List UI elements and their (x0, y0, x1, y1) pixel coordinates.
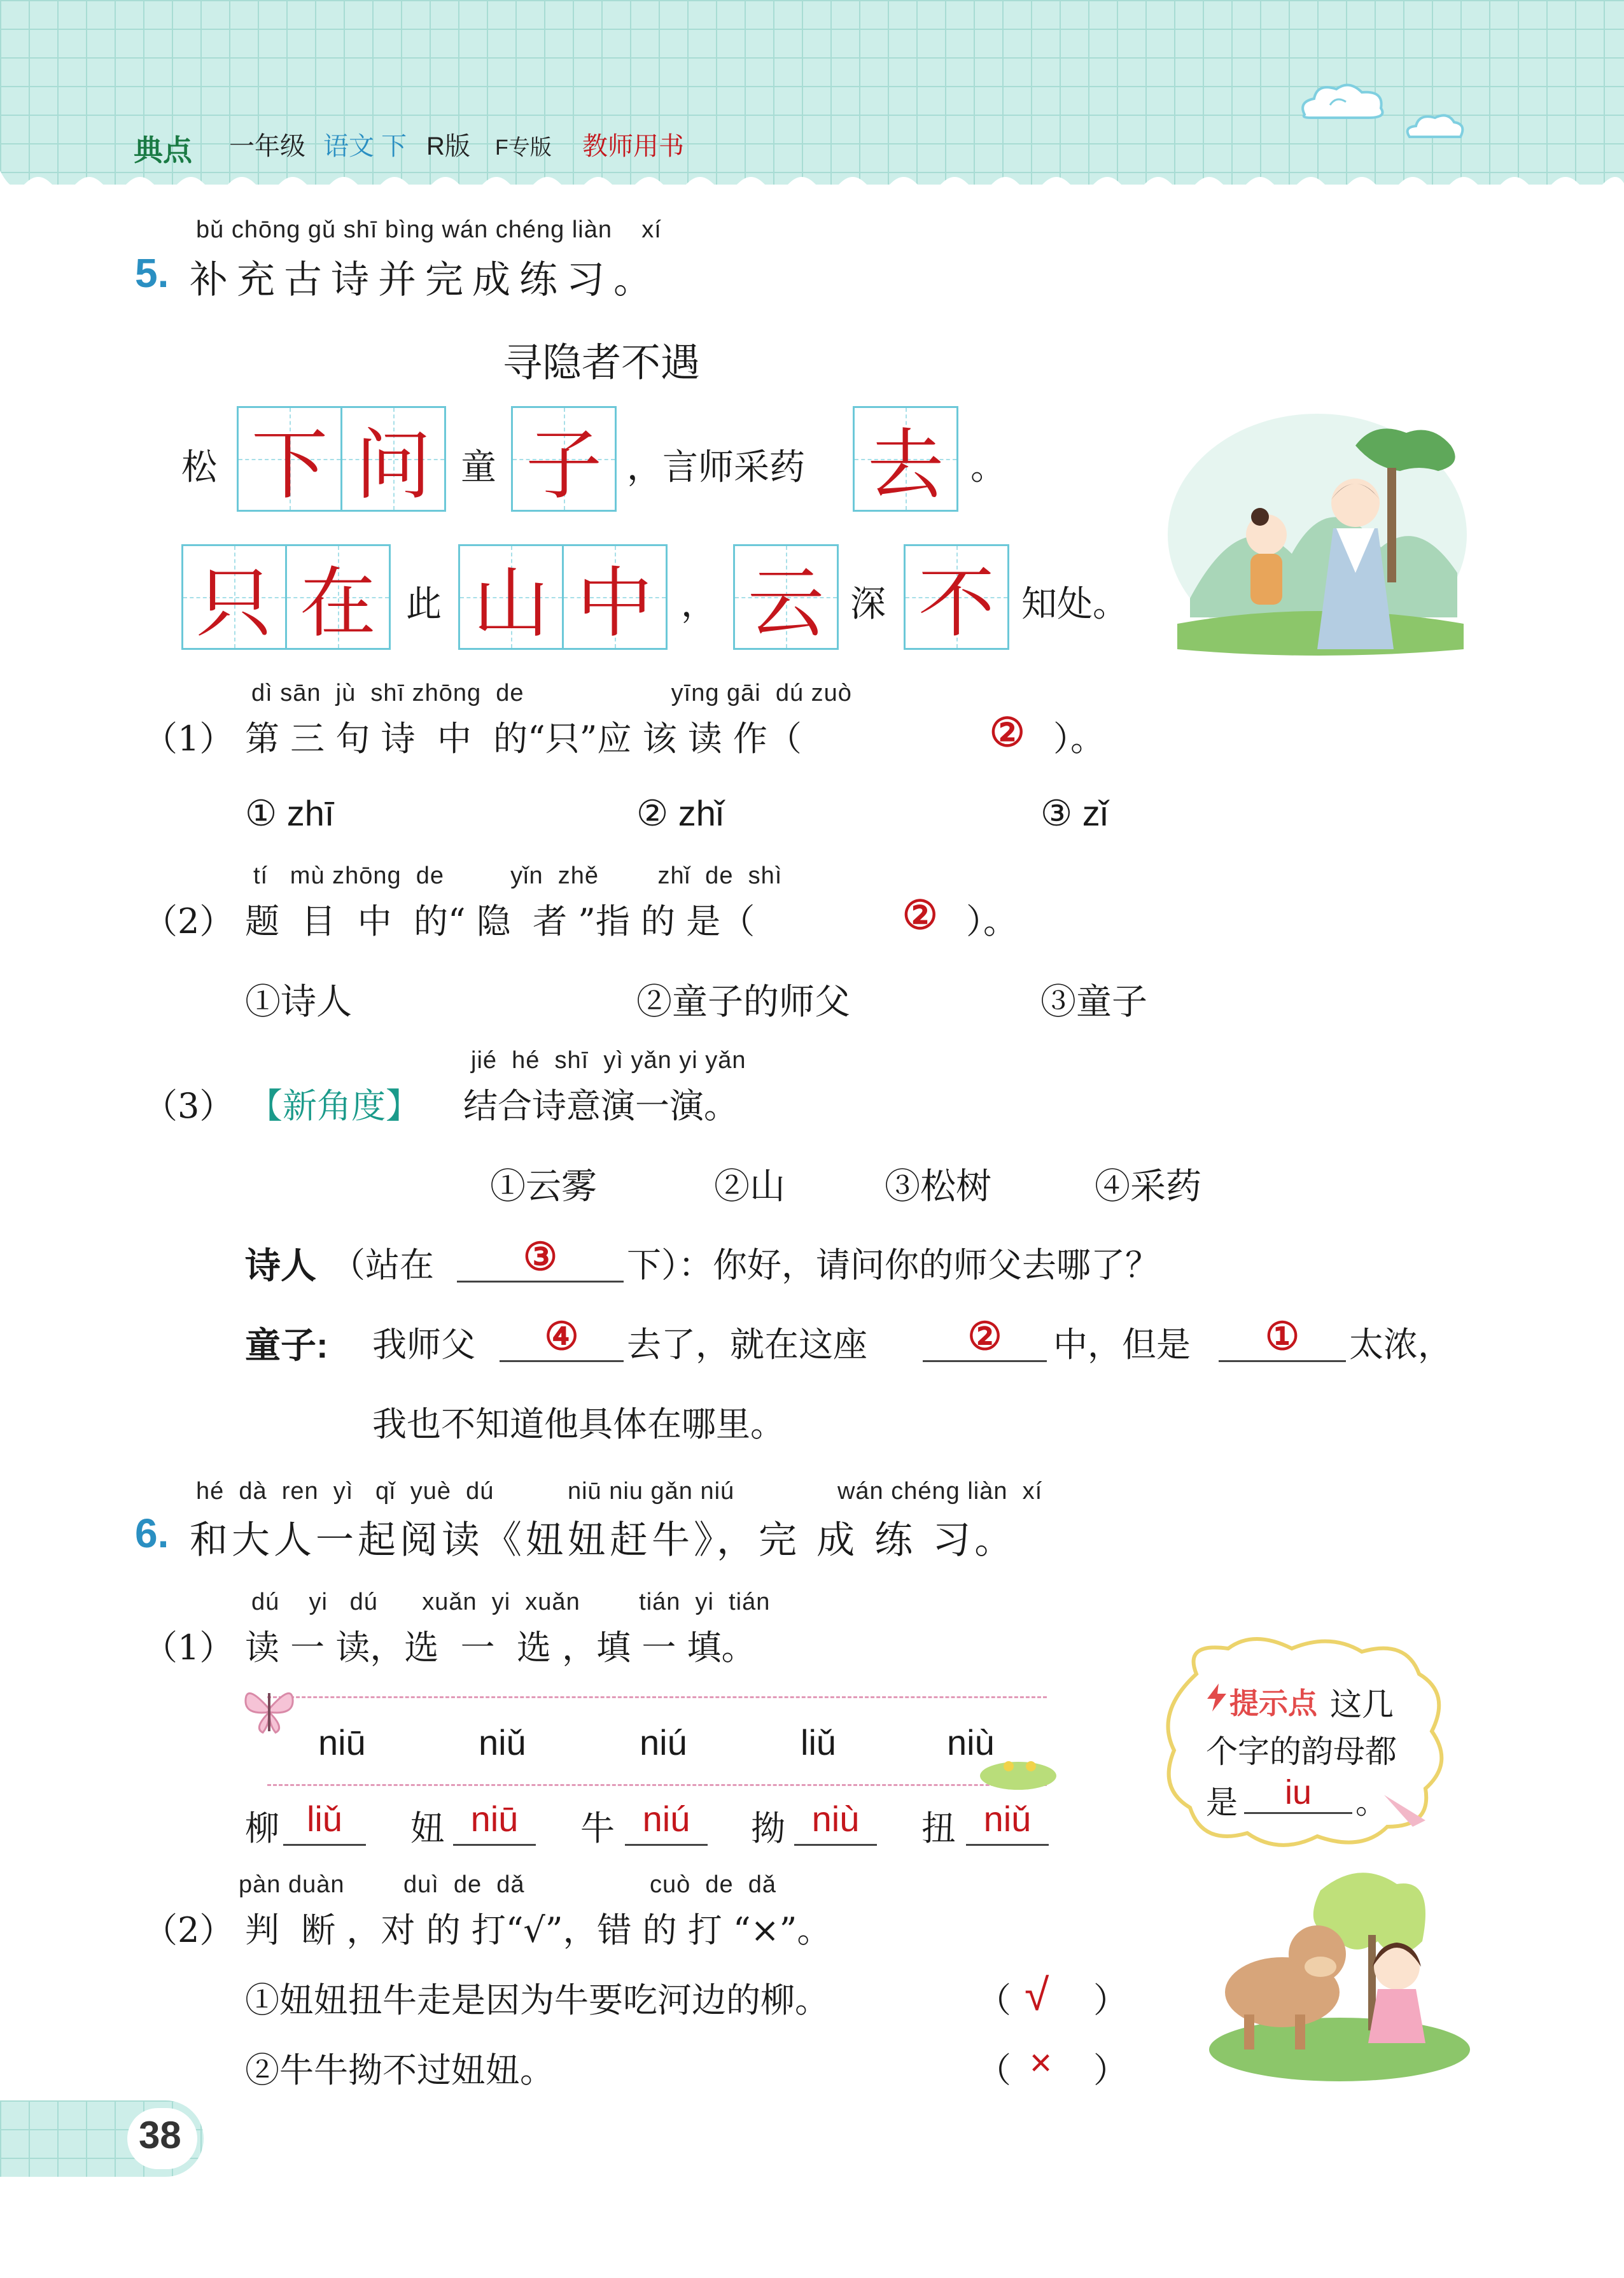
cloud-small-icon (1400, 108, 1470, 146)
q6-2-label: （2） (143, 1910, 234, 1950)
q6-1-pinyin: dú yi dú xuǎn yi xuǎn tián yi tián (251, 1589, 771, 1615)
poem-char: 松 (181, 447, 217, 488)
option: ①云雾 (490, 1166, 597, 1207)
fill-answer: liǔ (283, 1798, 366, 1846)
poem-title: 寻隐者不遇 (503, 341, 701, 385)
answer-char: 去 (867, 421, 944, 510)
q5-pinyin: bǔ chōng gǔ shī bìng wán chéng liàn xí (196, 216, 662, 243)
tianzige-box (237, 406, 446, 512)
tip-label: 提示点 (1229, 1687, 1317, 1720)
pinyin-choice: niū (318, 1722, 366, 1762)
boy-line-d: 太浓， (1349, 1325, 1452, 1365)
option: ② zhǐ (636, 793, 724, 833)
answer-blank: ① (1219, 1314, 1346, 1362)
header-edition: R版 (426, 132, 470, 160)
pinyin-choice: liǔ (801, 1722, 837, 1762)
lightning-icon (1206, 1684, 1228, 1712)
poem-text: ，言师采药 (627, 447, 805, 488)
poem-char: 童 (461, 447, 496, 488)
q5-2-question: 题 目 中 的“ 隐 者 ”指 的 是（ (245, 901, 755, 941)
answer-char: 不 (918, 559, 995, 648)
fill-char: 拗 (751, 1808, 785, 1848)
answer-char: 子 (526, 421, 602, 510)
option: ④采药 (1095, 1166, 1201, 1207)
q5-1-close: ）。 (1053, 719, 1105, 759)
fill-char: 妞 (410, 1808, 445, 1848)
answer-char: 在 (300, 559, 376, 648)
tip-text-d: 。 (1355, 1784, 1387, 1821)
q5-2-label: （2） (143, 901, 234, 941)
tip-text-c: 是 (1206, 1784, 1238, 1821)
judge-paren: ） (1093, 2050, 1128, 2090)
answer-char: 中 (577, 559, 653, 648)
option: ②童子的师父 (636, 981, 850, 1023)
brand-logo: 典点 (134, 133, 192, 167)
q5-2-pinyin: tí mù zhōng de yǐn zhě zhǐ de shì (253, 862, 783, 889)
page-number: 38 (139, 2114, 181, 2156)
q6-pinyin: hé dà ren yì qǐ yuè dú niū niu gǎn niú wán chéng liàn xí (196, 1478, 1043, 1505)
fill-char: 扭 (921, 1808, 956, 1848)
header-wave-edge (0, 171, 1624, 196)
header-book-type: 教师用书 (582, 132, 684, 160)
boy-line-b: 去了，就在这座 (627, 1325, 867, 1365)
tianzige-box (853, 406, 958, 512)
option: ① zhī (245, 793, 335, 833)
judge-paren: （ (977, 1980, 1011, 2020)
poem-text: 知处。 (1021, 584, 1128, 625)
tip-text-b: 个字的韵母都 (1206, 1733, 1397, 1770)
poet-line-a: （站在 (331, 1245, 434, 1285)
answer-char: 云 (748, 559, 824, 648)
q5-1-pinyin: dì sān jù shī zhōng de yīng gāi dú zuò (251, 680, 852, 707)
q5-2-answer: ② (902, 892, 938, 938)
butterfly-icon (241, 1680, 298, 1738)
q5-1-question: 第 三 句 诗 中 的“只”应 该 读 作（ (245, 719, 802, 759)
tianzige-box (733, 544, 839, 650)
q5-3-question: 结合诗意演一演。 (463, 1086, 738, 1126)
answer-blank: ④ (500, 1314, 624, 1362)
q5-title: 补充古诗并完成练习。 (190, 258, 661, 302)
fill-char: 柳 (245, 1808, 279, 1848)
pinyin-choice: niú (640, 1722, 687, 1762)
q6-2-pinyin: pàn duàn duì de dǎ cuò de dǎ (239, 1871, 777, 1898)
boy-line-a: 我师父 (372, 1325, 475, 1365)
boy-line-c: 中，但是 (1053, 1325, 1191, 1365)
header-version: F专版 (495, 136, 552, 160)
cloud-icon (1292, 76, 1394, 127)
poem-char: 此 (406, 584, 442, 625)
option: ③松树 (885, 1166, 991, 1207)
q6-1-label: （1） (143, 1628, 234, 1668)
q6-title: 和大人一起阅读《妞妞赶牛》，完 成 练 习。 (190, 1518, 1017, 1563)
poem-char: 深 (850, 584, 886, 625)
tip-answer: iu (1244, 1773, 1352, 1814)
judge-paren: （ (977, 2050, 1011, 2090)
fill-char: 牛 (580, 1808, 615, 1848)
tianzige-box (511, 406, 617, 512)
answer-blank: ② (923, 1314, 1047, 1362)
tianzige-box (904, 544, 1009, 650)
poet-and-boy-illustration (1165, 407, 1470, 656)
tianzige-box (458, 544, 668, 650)
judge-paren: ） (1093, 1980, 1128, 2020)
fill-answer: niǔ (966, 1798, 1049, 1846)
answer-char: 下 (251, 421, 328, 510)
option: ③ zǐ (1040, 793, 1109, 833)
option: ②山 (714, 1166, 785, 1207)
judge-item: ②牛牛拗不过妞妞。 (245, 2050, 554, 2090)
q5-2-close: ）。 (966, 901, 1018, 941)
poem-punct: 。 (970, 447, 1006, 488)
q6-number: 6. (135, 1510, 169, 1556)
fill-answer: niù (794, 1798, 877, 1846)
q5-3-pinyin: jié hé shī yì yǎn yi yǎn (471, 1047, 746, 1074)
answer-char: 问 (355, 421, 431, 510)
header-subject: 语文 下 (323, 132, 407, 160)
q5-1-label: （1） (143, 719, 234, 759)
pinyin-choice: niǔ (479, 1722, 526, 1762)
tip-text-a: 这几 (1330, 1686, 1394, 1723)
poem-punct: ， (681, 584, 717, 625)
q6-2-question: 判 断 ，对 的 打“√”，错 的 打 “×”。 (245, 1910, 832, 1950)
fill-answer: niū (453, 1798, 536, 1846)
q5-1-answer: ② (990, 709, 1025, 756)
tianzige-box (181, 544, 391, 650)
judge-answer: × (1030, 2041, 1053, 2084)
pinyin-choice: niù (947, 1722, 995, 1762)
header-grade: 一年级 (229, 132, 305, 160)
judge-answer: √ (1025, 1970, 1049, 2020)
boy-line-e: 我也不知道他具体在哪里。 (372, 1404, 785, 1444)
new-angle-tag: 【新角度】 (248, 1086, 420, 1126)
answer-blank: ③ (457, 1235, 624, 1283)
girl-and-cow-illustration (1206, 1865, 1473, 2081)
answer-char: 山 (473, 559, 549, 648)
judge-item: ①妞妞扭牛走是因为牛要吃河边的柳。 (245, 1980, 829, 2020)
boy-label: 童子: (245, 1325, 328, 1365)
fill-answer: niú (625, 1798, 708, 1846)
answer-char: 只 (196, 559, 272, 648)
q6-1-question: 读 一 读，选 一 选 ，填 一 填。 (245, 1628, 756, 1668)
q5-3-label: （3） (143, 1086, 234, 1126)
option: ③童子 (1040, 981, 1147, 1023)
option: ①诗人 (245, 981, 352, 1023)
poet-label: 诗人 (245, 1246, 316, 1286)
poet-line-b: 下）：你好，请问你的师父去哪了？ (627, 1245, 1159, 1285)
q5-number: 5. (135, 250, 169, 296)
